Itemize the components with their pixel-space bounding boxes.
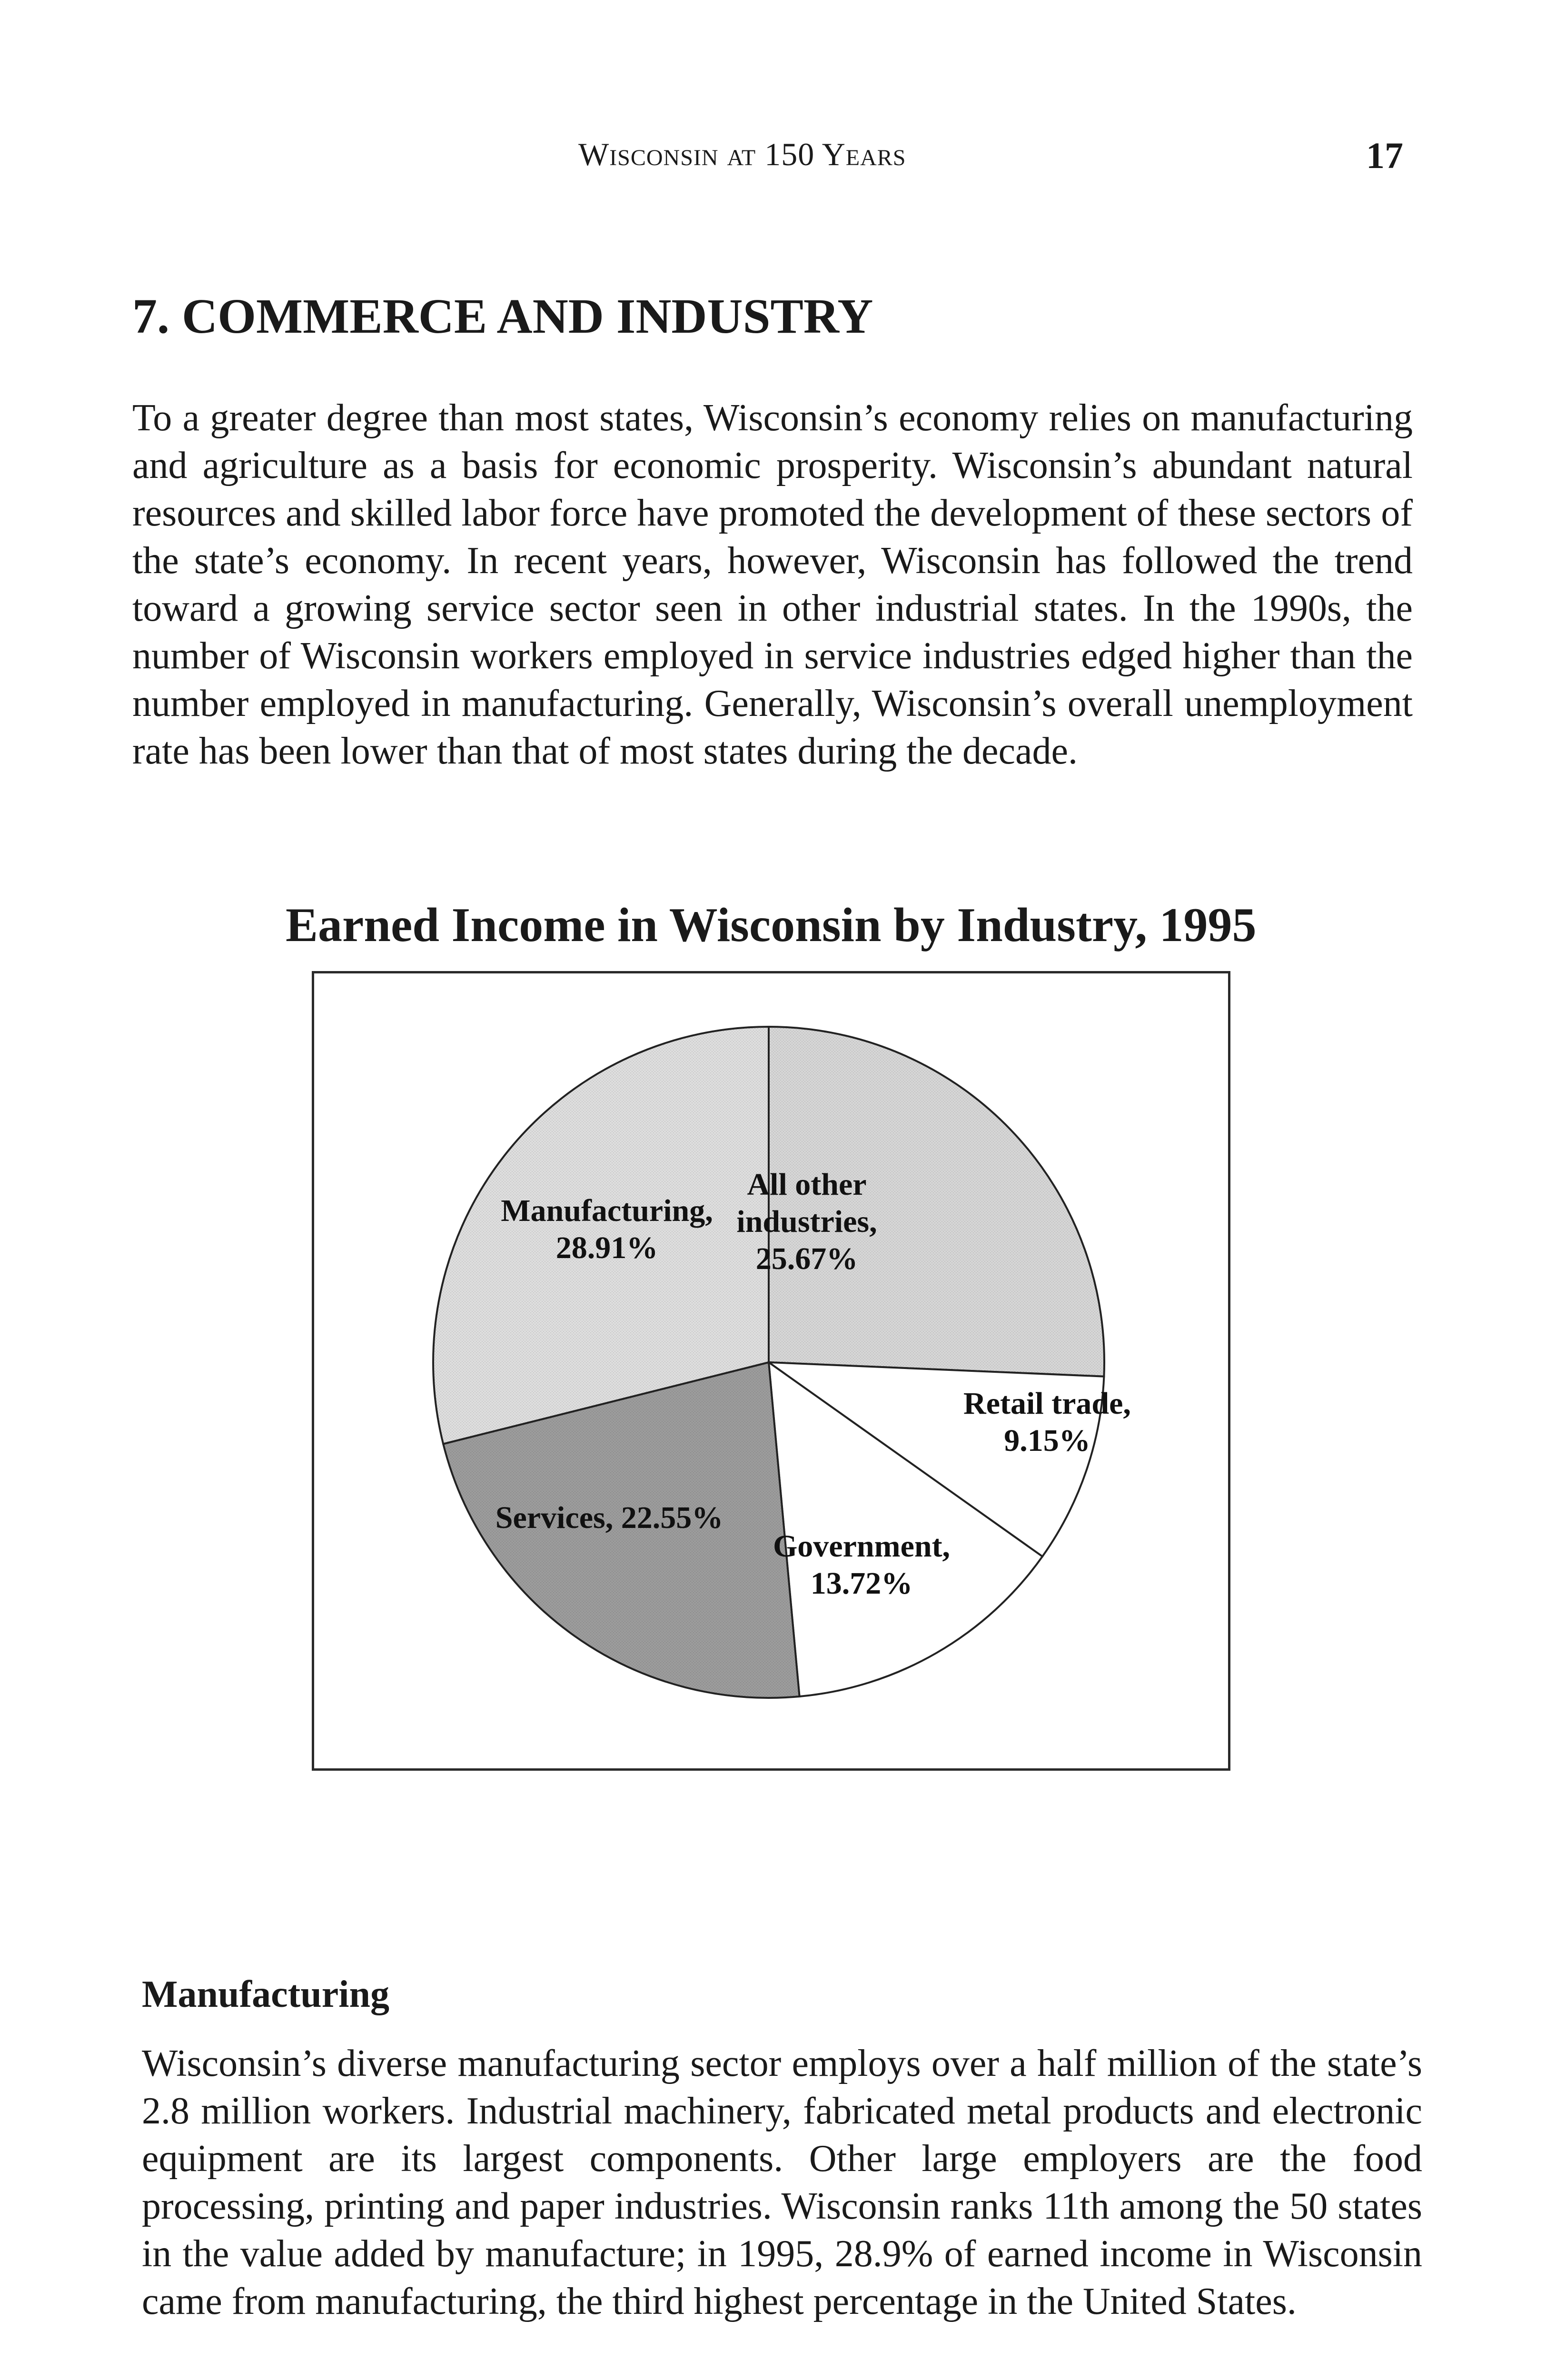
pie-chart: [312, 971, 1230, 1771]
running-head: [578, 136, 906, 173]
pie-label-services: Services, 22.55%: [495, 1500, 723, 1535]
intro-paragraph: To a greater degree than most states, Wisconsin’s economy relies on manufacturing and agriculture as a basis for economic prosperity. Wisconsin’s abundant natural resources and skilled labor force have promoted the development of these sectors of the state’s economy. In recent years, however, Wisconsin has followed the trend toward a growing service sector seen in other industrial states. In the 1990s, the number of Wisconsin workers employed in service industries edged higher than the number employed in manufacturing. Generally, Wisconsin’s overall unemployment rate has been lower than that of most states during the decade.: [132, 397, 1413, 772]
section-heading: 7. COMMERCE AND INDUSTRY: [132, 289, 873, 344]
pie-label-government: Government, 13.72%: [773, 1529, 951, 1601]
page-number: 17: [1366, 135, 1403, 176]
manufacturing-paragraph: Wisconsin’s diverse manufacturing sector employs over a half million of the state’s 2.8 million workers. Industrial machinery, fabricated metal products and electronic equipment are its largest components. Other large employers are the food processing, printing and paper industries. Wisconsin ranks 11th among the 50 states in the value added by manufacture; in 1995, 28.9% of earned income in Wisconsin came from manufacturing, the third highest percentage in the United States.: [142, 2043, 1422, 2322]
pie-label-retail-trade: Retail trade, 9.15%: [963, 1386, 1131, 1458]
chart-title: Earned Income in Wisconsin by Industry, 1995: [286, 898, 1257, 952]
pie-label-manufacturing: Manufacturing, 28.91%: [501, 1193, 713, 1265]
running-title: Wisconsin at 150 Years: [578, 136, 906, 172]
manufacturing-heading: Manufacturing: [142, 1973, 389, 2015]
pie-label-all-other-industries: All other industries, 25.67%: [736, 1167, 877, 1276]
